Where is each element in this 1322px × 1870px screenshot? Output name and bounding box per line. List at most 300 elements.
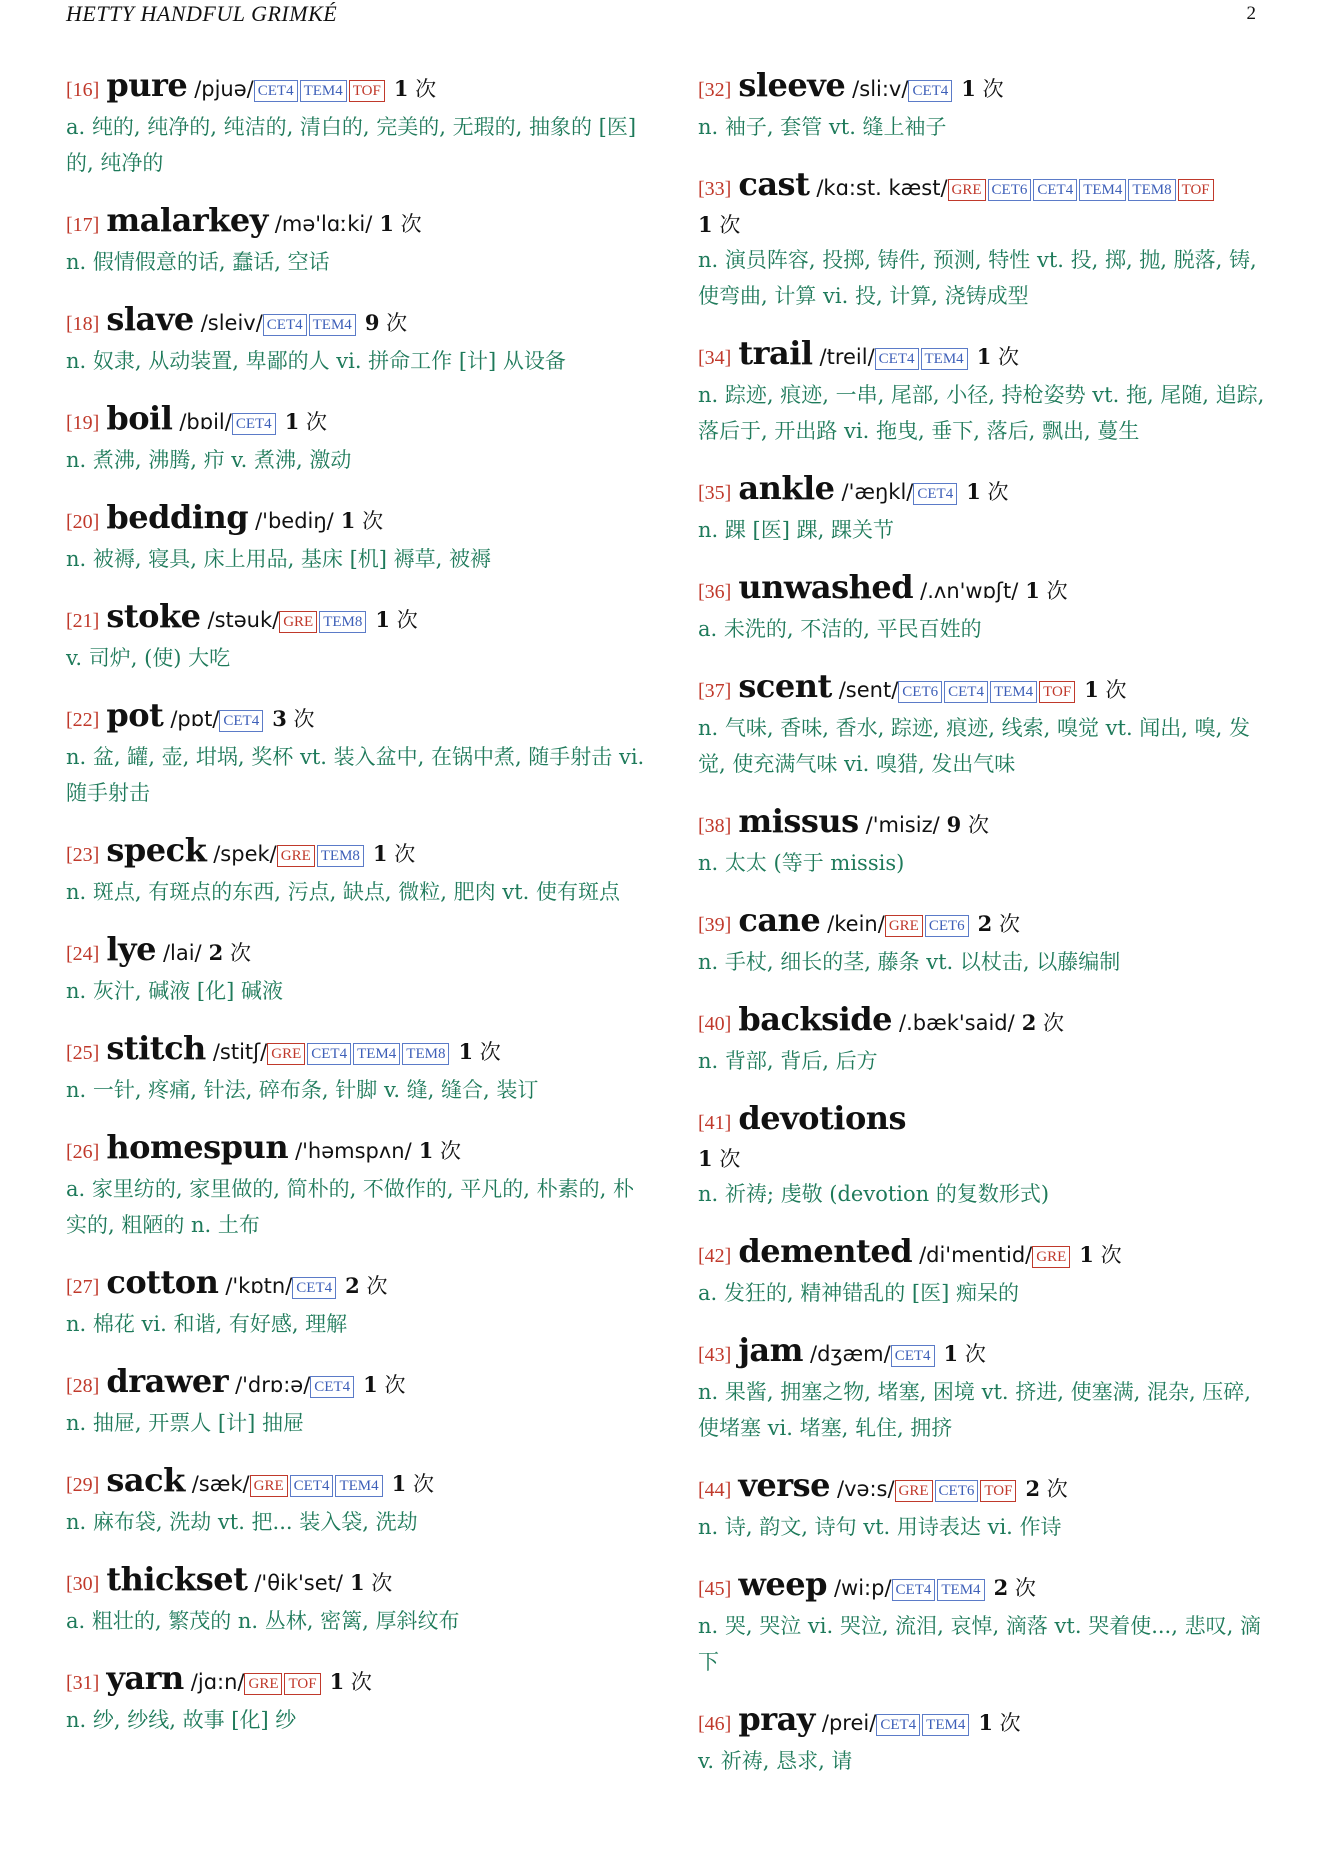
count-number: 1 (363, 1372, 378, 1397)
phonetic: /sæk/ (191, 1472, 250, 1496)
exam-tag-badge: TEM4 (335, 1475, 382, 1497)
count-number: 1 (458, 1039, 474, 1064)
entry-headline (698, 1466, 1276, 1509)
count-unit: 次 (396, 608, 418, 632)
exam-tag-badge: CET4 (232, 413, 276, 435)
count-unit: 次 (229, 941, 251, 965)
exam-tag-badge: TEM8 (317, 845, 364, 867)
count-number: 2 (977, 911, 993, 936)
exam-tag-badge: GRE (895, 1480, 933, 1502)
count-unit: 次 (1046, 579, 1068, 603)
headword: devotions (738, 1099, 907, 1137)
left-column (66, 66, 650, 1758)
definition: n. 祈祷; 虔敬 (devotion 的复数形式) (698, 1182, 1050, 1206)
count-number: 2 (993, 1575, 1009, 1600)
count-unit: 次 (293, 707, 315, 731)
phonetic: /jɑ:n/ (190, 1670, 245, 1694)
headword: scent (738, 667, 832, 705)
headword: cotton (106, 1263, 219, 1301)
count-unit: 次 (719, 213, 741, 237)
vocab-entry (66, 1128, 650, 1243)
exam-tag-badge: TEM4 (1079, 179, 1126, 201)
entry-index: [46] (698, 1713, 732, 1735)
definition: n. 果酱, 拥塞之物, 堵塞, 困境 vt. 挤进, 使塞满, 混杂, 压碎, 使堵塞 vi. 堵塞, 轧住, 拥挤 (698, 1380, 1251, 1440)
headword: slave (106, 300, 194, 338)
exam-tag-badge: CET4 (875, 348, 919, 370)
entry-index: [18] (66, 313, 100, 335)
vocab-entry (698, 1331, 1276, 1446)
exam-tag-badge: CET4 (892, 1579, 936, 1601)
phonetic: /'θik'set/ (254, 1571, 343, 1595)
headword: pray (738, 1700, 815, 1738)
entry-index: [33] (698, 178, 732, 200)
definition: n. 纱, 纱线, 故事 [化] 纱 (66, 1708, 297, 1732)
count-unit: 次 (386, 311, 408, 335)
headword: verse (738, 1466, 831, 1504)
vocab-entry (698, 1232, 1276, 1311)
count-number: 1 (391, 1471, 407, 1496)
entry-headline (66, 300, 650, 343)
definition: n. 演员阵容, 投掷, 铸件, 预测, 特性 vt. 投, 掷, 抛, 脱落, 铸, 使弯曲, 计算 vi. 投, 计算, 浇铸成型 (698, 248, 1257, 308)
exam-tag-badge: TOF (1039, 681, 1075, 703)
occurrence-count (365, 311, 407, 335)
definition: n. 哭, 哭泣 vi. 哭泣, 流泪, 哀悼, 滴落 vt. 哭着使..., 悲叹, 滴下 (698, 1614, 1261, 1674)
headword: pure (106, 66, 188, 104)
definition: n. 棉花 vi. 和谐, 有好感, 理解 (66, 1312, 348, 1336)
definition: v. 司炉, (使) 大吃 (66, 646, 231, 670)
headword: thickset (106, 1560, 248, 1598)
phonetic: /sli:v/ (852, 77, 909, 101)
exam-tag-badge: GRE (1032, 1246, 1070, 1268)
vocab-entry (698, 1466, 1276, 1545)
entry-headline (66, 1362, 650, 1405)
entry-headline (698, 334, 1276, 377)
entry-index: [30] (66, 1573, 100, 1595)
count-number: 2 (1025, 1476, 1041, 1501)
count-number: 2 (1021, 1010, 1037, 1035)
entry-index: [31] (66, 1672, 100, 1694)
occurrence-count (373, 842, 415, 866)
entry-headline (698, 1000, 1276, 1043)
phonetic: /stitʃ/ (212, 1040, 268, 1064)
exam-tag-badge: TOF (284, 1673, 320, 1695)
entry-headline (698, 1700, 1276, 1743)
count-line (698, 1142, 1276, 1176)
entry-headline (66, 1659, 650, 1702)
count-number: 9 (946, 812, 962, 837)
exam-tag-badge: CET4 (944, 681, 988, 703)
occurrence-count (341, 509, 383, 533)
exam-tag-badge: CET6 (988, 179, 1032, 201)
headword: ankle (738, 469, 835, 507)
phonetic: /pjuə/ (194, 77, 254, 101)
exam-tag-badge: TEM8 (402, 1043, 449, 1065)
count-unit: 次 (1105, 678, 1127, 702)
phonetic: /kɑ:st. kæst/ (816, 176, 948, 200)
page-header (66, 0, 1256, 26)
entry-index: [26] (66, 1141, 100, 1163)
headword: sack (106, 1461, 185, 1499)
phonetic: /'kɒtn/ (225, 1274, 293, 1298)
count-number: 1 (393, 76, 409, 101)
exam-tag-badge: TEM4 (300, 80, 347, 102)
definition: n. 煮沸, 沸腾, 疖 v. 煮沸, 激动 (66, 448, 352, 472)
vocab-entry (66, 1029, 650, 1108)
phonetic: /spek/ (213, 842, 277, 866)
definition: a. 粗壮的, 繁茂的 n. 丛林, 密篱, 厚斜纹布 (66, 1609, 460, 1633)
exam-tag-badge: CET6 (925, 915, 969, 937)
vocab-entry (698, 165, 1276, 314)
phonetic: /'æŋkl/ (841, 480, 914, 504)
headword: homespun (106, 1128, 289, 1166)
count-unit: 次 (987, 480, 1009, 504)
headword: bedding (106, 498, 249, 536)
exam-tag-badge: GRE (885, 915, 923, 937)
exam-tag-badge: CET4 (254, 80, 298, 102)
entry-index: [21] (66, 610, 100, 632)
definition: v. 祈祷, 恳求, 请 (698, 1749, 853, 1773)
entry-index: [35] (698, 482, 732, 504)
exam-tag-badge: GRE (250, 1475, 288, 1497)
headword: pot (106, 696, 164, 734)
occurrence-count (1079, 1243, 1121, 1267)
phonetic: /treil/ (819, 345, 875, 369)
running-title: HETTY HANDFUL GRIMKÉ (66, 1, 338, 26)
exam-tag-badge: CET4 (908, 80, 952, 102)
count-unit: 次 (400, 212, 422, 236)
phonetic: /'drɒ:ə/ (235, 1373, 311, 1397)
entry-headline (698, 802, 1276, 845)
occurrence-count (978, 1711, 1020, 1735)
phonetic: /sent/ (838, 678, 899, 702)
occurrence-count (966, 480, 1008, 504)
exam-tag-badge: TEM8 (1128, 179, 1175, 201)
count-unit: 次 (998, 345, 1019, 369)
entry-headline (698, 568, 1276, 611)
occurrence-count (947, 813, 989, 837)
headword: drawer (106, 1362, 229, 1400)
count-number: 1 (961, 76, 976, 101)
entry-index: [20] (66, 511, 100, 533)
occurrence-count (1025, 579, 1067, 603)
entry-headline (698, 1331, 1276, 1374)
definition: n. 背部, 背后, 后方 (698, 1049, 878, 1073)
headword: weep (738, 1565, 827, 1603)
headword: trail (738, 334, 813, 372)
entry-index: [28] (66, 1375, 100, 1397)
count-number: 1 (329, 1669, 345, 1694)
entry-index: [44] (698, 1479, 732, 1501)
entry-index: [32] (698, 79, 732, 101)
entry-index: [27] (66, 1276, 100, 1298)
entry-index: [40] (698, 1013, 732, 1035)
entry-index: [37] (698, 680, 732, 702)
entry-headline (698, 667, 1276, 710)
exam-tag-badge: TOF (1178, 179, 1214, 201)
entry-headline (66, 1461, 650, 1504)
exam-tag-badge: CET4 (891, 1345, 935, 1367)
exam-tag-badge: CET4 (310, 1376, 354, 1398)
vocab-entry (698, 568, 1276, 647)
occurrence-count (330, 1670, 372, 1694)
vocab-entry (66, 1659, 650, 1738)
entry-headline (66, 930, 650, 973)
exam-tag-badge: GRE (267, 1043, 305, 1065)
definition: n. 假情假意的话, 蠢话, 空话 (66, 250, 330, 274)
vocab-entry (66, 201, 650, 280)
count-number: 3 (272, 706, 287, 731)
occurrence-count (978, 912, 1020, 936)
count-number: 1 (1079, 1242, 1094, 1267)
phonetic: /kein/ (827, 912, 885, 936)
entry-headline (66, 1263, 650, 1306)
exam-tag-badge: GRE (279, 611, 317, 633)
count-unit: 次 (394, 842, 416, 866)
exam-tag-badge: TEM4 (921, 348, 968, 370)
headword: malarkey (106, 201, 268, 239)
count-number: 1 (943, 1341, 959, 1366)
entry-index: [29] (66, 1474, 100, 1496)
vocab-entry (66, 930, 650, 1009)
entry-index: [34] (698, 347, 732, 369)
exam-tag-badge: CET6 (935, 1480, 979, 1502)
entry-headline (698, 165, 1276, 208)
entry-headline (66, 1029, 650, 1072)
phonetic: /pɒt/ (170, 707, 220, 731)
count-number: 1 (978, 1710, 993, 1735)
phonetic: /sleiv/ (200, 311, 263, 335)
count-number: 1 (375, 607, 391, 632)
count-number: 1 (698, 1146, 713, 1171)
count-unit: 次 (1046, 1477, 1068, 1501)
count-number: 1 (340, 508, 356, 533)
count-number: 1 (966, 479, 981, 504)
exam-tag-badge: CET4 (307, 1043, 351, 1065)
occurrence-count (1022, 1011, 1064, 1035)
entry-headline (66, 696, 650, 739)
vocab-entry (66, 1263, 650, 1342)
exam-tag-badge: TOF (980, 1480, 1016, 1502)
count-number: 1 (349, 1570, 365, 1595)
vocab-entry (66, 696, 650, 811)
vocab-entry (698, 1099, 1276, 1212)
entry-headline (698, 1232, 1276, 1275)
definition: n. 盆, 罐, 壶, 坩埚, 奖杯 vt. 装入盆中, 在锅中煮, 随手射击 vi. 随手射击 (66, 745, 645, 805)
headword: demented (738, 1232, 913, 1270)
vocab-entry (698, 1700, 1276, 1779)
headword: unwashed (738, 568, 914, 606)
definition: n. 诗, 韵文, 诗句 vt. 用诗表达 vi. 作诗 (698, 1515, 1062, 1539)
occurrence-count (394, 77, 436, 101)
count-unit: 次 (999, 1711, 1021, 1735)
phonetic: /.ʌn'wɒʃt/ (920, 579, 1019, 603)
occurrence-count (698, 213, 740, 237)
occurrence-count (1084, 678, 1126, 702)
count-unit: 次 (384, 1373, 406, 1397)
definition: a. 家里纺的, 家里做的, 简朴的, 不做作的, 平凡的, 朴素的, 朴实的, 粗陋的 n. 土布 (66, 1177, 634, 1237)
count-number: 1 (1025, 578, 1040, 603)
count-unit: 次 (366, 1274, 388, 1298)
definition: n. 麻布袋, 洗劫 vt. 把... 装入袋, 洗劫 (66, 1510, 418, 1534)
entry-index: [45] (698, 1578, 732, 1600)
exam-tag-badge: TEM4 (922, 1714, 969, 1736)
vocab-entry (66, 1362, 650, 1441)
count-unit: 次 (415, 77, 437, 101)
entry-headline (698, 66, 1276, 109)
count-unit: 次 (967, 813, 989, 837)
count-unit: 次 (306, 410, 327, 434)
vocab-entry (698, 1565, 1276, 1680)
headword: yarn (106, 1659, 184, 1697)
count-number: 1 (976, 344, 992, 369)
occurrence-count (350, 1571, 392, 1595)
page-number: 2 (1246, 3, 1256, 24)
phonetic: /prei/ (821, 1711, 877, 1735)
entry-index: [22] (66, 709, 100, 731)
phonetic: /'həmspʌn/ (295, 1139, 412, 1163)
phonetic: /dʒæm/ (810, 1342, 891, 1366)
entry-headline (698, 1565, 1276, 1608)
headword: lye (106, 930, 156, 968)
headword: sleeve (738, 66, 846, 104)
count-unit: 次 (1043, 1011, 1064, 1035)
count-unit: 次 (371, 1571, 393, 1595)
phonetic: /lai/ (162, 941, 202, 965)
definition: n. 斑点, 有斑点的东西, 污点, 缺点, 微粒, 肥肉 vt. 使有斑点 (66, 880, 620, 904)
occurrence-count (209, 941, 251, 965)
entry-index: [41] (698, 1112, 732, 1134)
count-unit: 次 (1100, 1243, 1122, 1267)
count-unit: 次 (412, 1472, 434, 1496)
definition: n. 抽屉, 开票人 [计] 抽屉 (66, 1411, 304, 1435)
vocab-entry (698, 1000, 1276, 1079)
entry-headline (698, 1099, 1276, 1142)
headword: missus (738, 802, 859, 840)
exam-tag-badge: TEM4 (353, 1043, 400, 1065)
occurrence-count (961, 77, 1003, 101)
count-number: 1 (379, 211, 394, 236)
entry-index: [24] (66, 943, 100, 965)
vocab-entry (66, 66, 650, 181)
phonetic: /stəuk/ (207, 608, 280, 632)
definition: n. 一针, 疼痛, 针法, 碎布条, 针脚 v. 缝, 缝合, 装订 (66, 1078, 539, 1102)
exam-tag-badge: GRE (277, 845, 315, 867)
count-number: 1 (698, 212, 713, 237)
entry-headline (66, 597, 650, 640)
entry-index: [25] (66, 1042, 100, 1064)
count-unit: 次 (440, 1139, 462, 1163)
occurrence-count (285, 410, 327, 434)
definition: n. 手杖, 细长的茎, 藤条 vt. 以杖击, 以藤编制 (698, 950, 1121, 974)
vocab-entry (698, 901, 1276, 980)
vocab-entry (66, 1461, 650, 1540)
occurrence-count (698, 1147, 740, 1171)
occurrence-count (345, 1274, 387, 1298)
vocab-entry (66, 597, 650, 676)
phonetic: /bɒil/ (179, 410, 232, 434)
count-number: 1 (284, 409, 300, 434)
entry-index: [42] (698, 1245, 732, 1267)
vocab-entry (66, 831, 650, 910)
count-number: 1 (418, 1138, 434, 1163)
definition: a. 发狂的, 精神错乱的 [医] 痴呆的 (698, 1281, 1019, 1305)
phonetic: /wi:p/ (833, 1576, 892, 1600)
entry-index: [23] (66, 844, 100, 866)
entry-headline (66, 399, 650, 442)
vocab-entry (66, 300, 650, 379)
occurrence-count (1025, 1477, 1067, 1501)
definition: n. 被褥, 寝具, 床上用品, 基床 [机] 褥草, 被褥 (66, 547, 492, 571)
count-unit: 次 (479, 1040, 501, 1064)
occurrence-count (944, 1342, 986, 1366)
headword: speck (106, 831, 207, 869)
exam-tag-badge: TEM4 (309, 314, 356, 336)
vocab-entry (698, 469, 1276, 548)
exam-tag-badge: CET4 (290, 1475, 334, 1497)
count-unit: 次 (362, 509, 384, 533)
headword: stoke (106, 597, 201, 635)
count-number: 9 (364, 310, 380, 335)
definition: n. 灰汁, 碱液 [化] 碱液 (66, 979, 283, 1003)
entry-index: [16] (66, 79, 100, 101)
occurrence-count (272, 707, 314, 731)
phonetic: /'misiz/ (865, 813, 940, 837)
entry-index: [19] (66, 412, 100, 434)
exam-tag-badge: CET4 (1033, 179, 1077, 201)
phonetic: /mə'lɑːki/ (274, 212, 373, 236)
occurrence-count (994, 1576, 1036, 1600)
exam-tag-badge: GRE (244, 1673, 282, 1695)
count-number: 2 (345, 1273, 360, 1298)
exam-tag-badge: CET4 (219, 710, 263, 732)
occurrence-count (458, 1040, 500, 1064)
entry-headline (698, 901, 1276, 944)
entry-index: [36] (698, 581, 732, 603)
count-unit: 次 (350, 1670, 372, 1694)
definition: n. 踪迹, 痕迹, 一串, 尾部, 小径, 持枪姿势 vt. 拖, 尾随, 追踪, 落后于, 开出路 vi. 拖曳, 垂下, 落后, 飘出, 蔓生 (698, 383, 1265, 443)
exam-tag-badge: CET6 (898, 681, 942, 703)
count-unit: 次 (998, 912, 1020, 936)
exam-tag-badge: CET4 (292, 1277, 336, 1299)
occurrence-count (379, 212, 421, 236)
vocab-entry (66, 399, 650, 478)
vocab-entry (66, 1560, 650, 1639)
vocab-entry (698, 66, 1276, 145)
count-number: 1 (1084, 677, 1099, 702)
count-number: 2 (208, 940, 224, 965)
count-unit: 次 (964, 1342, 986, 1366)
vocab-entry (66, 498, 650, 577)
headword: cast (738, 165, 810, 203)
count-unit: 次 (1014, 1576, 1036, 1600)
entry-headline (66, 1560, 650, 1603)
occurrence-count (392, 1472, 434, 1496)
entry-headline (66, 66, 650, 109)
exam-tag-badge: TEM4 (990, 681, 1037, 703)
exam-tag-badge: TOF (349, 80, 385, 102)
exam-tag-badge: TEM4 (937, 1579, 984, 1601)
entry-index: [38] (698, 815, 732, 837)
headword: backside (738, 1000, 892, 1038)
entry-headline (66, 831, 650, 874)
headword: cane (738, 901, 821, 939)
exam-tag-badge: GRE (948, 179, 986, 201)
headword: stitch (106, 1029, 206, 1067)
vocab-entry (698, 667, 1276, 782)
headword: jam (738, 1331, 803, 1369)
right-column (698, 66, 1276, 1799)
entry-index: [17] (66, 214, 100, 236)
